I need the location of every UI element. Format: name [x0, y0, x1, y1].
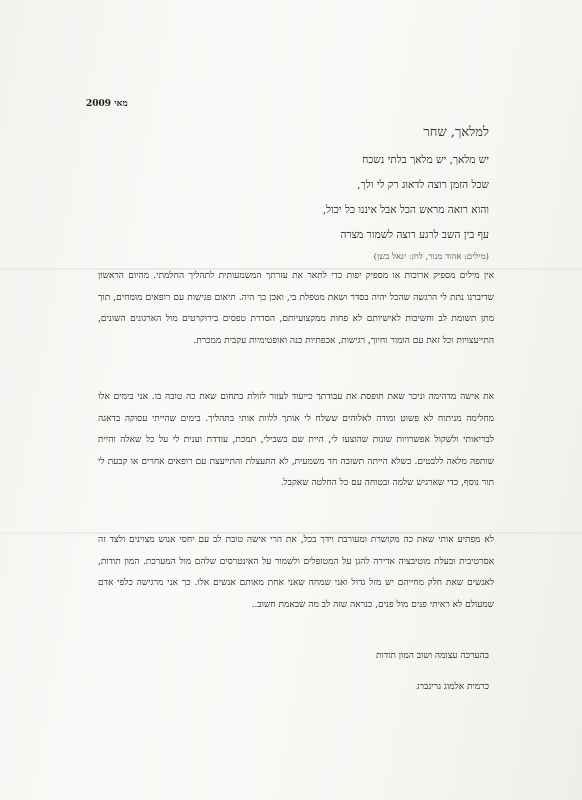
- poem-title: למלאך, שחר: [423, 125, 489, 140]
- body-paragraph: לא מפתיע אותי שאת כה מקושרת ומעורבת וידך בכל, את הרי אישה טובת לב עם יחסי אנוש מצוינים ולצד זה אסרטיבית ובעלת מוטיבציה אדירה להגן על המטופלים ולשמור על האינטרסים שלהם מול המערכת. המון תודות, לאנשים שאת חלק מחייהם יש מזל גדול ואני שמחה שאני אחת מאותם אנשים אלו. כך אני מרגישה כלפי אדם שמעולם לא ראיתי פנים מול פנים, כנראה שזה לב מה שבאמת חשוב..: [98, 535, 494, 610]
- closing-line: בהערכה עצומה ושוב המון תודות: [375, 651, 489, 661]
- poem-line: שכל הזמן רוצה לדאוג רק לי ולך,: [357, 179, 489, 191]
- poem-credits: (מילים: אהוד מנור, לחן: יגאל בשן): [373, 252, 489, 262]
- letter-date: מאי 2009: [86, 99, 128, 109]
- poem-line: עף בין השב לרגע רוצה לשמור מצרה: [340, 229, 489, 241]
- signature: כרמית אלמוג גרינברג: [416, 682, 489, 692]
- body-paragraph: את אישה מדהימה וניכר שאת תופסת את עבודתך כייעוד לעזור לזולת בתחום שאת כה טובה בו. אני בימים אלו מחלימה מניתוח לא פשוט ומודה לאלוהים ששלח לי אותך ללוות אותי בתהליך. בימים שהייתי עסוקה בדאגה לבריאותי ולשקול אפשרויות שונות שהוצעו לי, היית שם בשבילי, תמכת, עודדת וענית לי על כל שאלה והיית שותפה מלאה ללבטים. כשלא הייתה תשובה חד משמעית, לא התעצלת והתייעצת עם רופאים אחרים או קבעת לי תור נוסף, כדי שארגיש שלמה ובטוחה עם כל החלטה שאקבל.: [98, 392, 494, 488]
- poem-line: יש מלאך, יש מלאך בלתי נשכח: [362, 154, 489, 166]
- body-paragraph: אין מילים מספיק ארוכות או מספיק יפות כדי לתאר את עזרתך המשמעותית לתהליך החלמתי. מהיום הראשון שדיברנו נתת לי הרגשה שהכל יהיה בסדר ושאת מטפלת בי, ואכן כך היה. תיאום פגישות עם רופאים מומחים, תוך מתן תשומת לב וחשיבות לאישיותם לא פחות ממקצועיותם, הסדרת טפסים בירוקרטים מול הארגונים השונים, התייעצויות וכל זאת עם הומור וחיוך, רגישות, אכפתיות כנה ואופטימיות עקבית ממכרת.: [98, 271, 494, 346]
- poem-line: והוא רואה מראש הכל אבל איננו כל יכול,: [322, 204, 489, 216]
